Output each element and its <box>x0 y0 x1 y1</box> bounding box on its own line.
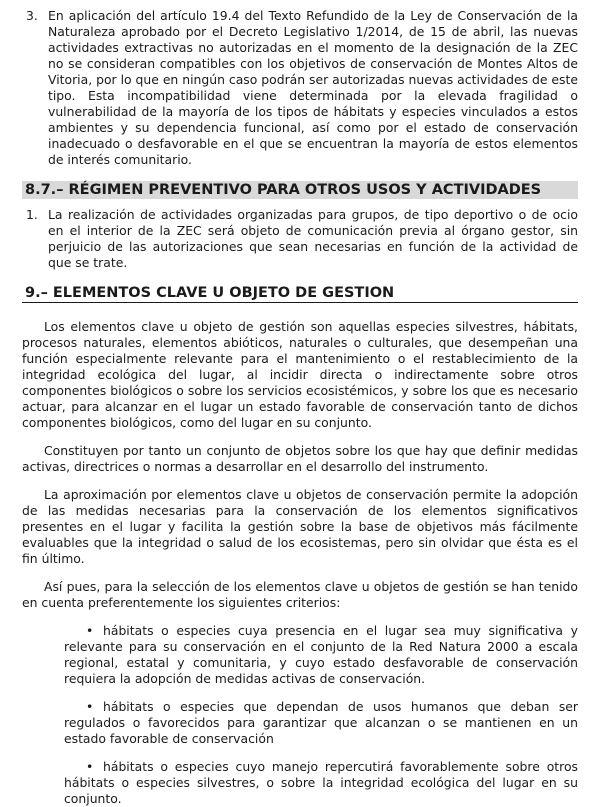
bullet-icon: • <box>86 623 94 638</box>
section-heading-9: 9.– ELEMENTOS CLAVE U OBJETO DE GESTION <box>22 284 578 303</box>
paragraph-definition: Los elementos clave u objeto de gestión son aquellas especies silvestres, hábitats, procesos naturales, elementos abióticos, naturales o culturales, que desempeñan una función especialmente relevante para el mantenimiento o el restablecimiento de la integridad ecológica del lugar, al incidir directa o indirectamente sobre otros componentes biológicos o sobre los servicios ecosistémicos, y sobre los que es necesario actuar, para alcanzar en el lugar un estado favorable de conservación tanto de dichos componentes biológicos, como del lugar en su conjunto. <box>22 319 578 430</box>
bullet-icon: • <box>86 699 94 714</box>
item-text: En aplicación del artículo 19.4 del Texto Refundido de la Ley de Conservación de la Naturaleza aprobado por el Decreto Legislativo 1/2014, de 15 de abril, las nuevas actividades extractivas no autorizadas en el momento de la designación de la ZEC no se consideran compatibles con los objetivos de conservación de Montes Altos de Vitoria, por lo que en ningún caso podrán ser autorizadas nuevas actividades de este tipo. Esta incompatibilidad viene determinada por la elevada fragilidad o vulnerabilidad de la mayoría de los tipos de hábitats y especies vinculados a estos ambientes y su dependencia funcional, así como por el estado de conservación inadecuado o desfavorable en el que se encuentran la mayoría de estos elementos de interés comunitario. <box>48 8 578 167</box>
criteria-bullet-2 <box>64 699 578 747</box>
bullet-text: hábitats o especies que dependan de usos humanos que deban ser regulados o favorecidos para garantizar que alcanzan o se mantienen en un estado favorable de conservación <box>64 699 578 746</box>
item-number: 1. <box>26 207 38 222</box>
item-text: La realización de actividades organizadas para grupos, de tipo deportivo o de ocio en el interior de la ZEC será objeto de comunicación previa al órgano gestor, sin perjuicio de las autorizaciones que sean necesarias en función de la actividad de que se trate. <box>48 207 578 270</box>
item-number: 3. <box>26 8 38 23</box>
bullet-text: hábitats o especies cuya presencia en el lugar sea muy significativa y relevante para su conservación en el conjunto de la Red Natura 2000 a escala regional, estatal y comunitaria, y cuyo estado desfavorable de conservación requiera la adopción de medidas activas de conservación. <box>64 623 578 686</box>
bullet-icon: • <box>86 759 94 774</box>
paragraph-aproximacion: La aproximación por elementos clave u objetos de conservación permite la adopción de las medidas necesarias para la conservación de los elementos significativos presentes en el lugar y facilita la gestión sobre la base de objetivos más fácilmente evaluables que la integridad o salud de los ecosistemas, pero sin olvidar que ésta es el fin último. <box>22 487 578 566</box>
paragraph-criterios-intro: Así pues, para la selección de los elementos clave u objetos de gestión se han tenido en cuenta preferentemente los siguientes criterios: <box>22 579 578 610</box>
criteria-bullet-1 <box>64 623 578 687</box>
numbered-item-1 <box>22 207 578 271</box>
paragraph-constituyen: Constituyen por tanto un conjunto de objetos sobre los que hay que definir medidas activas, directrices o normas a desarrollar en el desarrollo del instrumento. <box>22 443 578 474</box>
numbered-item-3 <box>22 8 578 168</box>
section-heading-8-7: 8.7.– RÉGIMEN PREVENTIVO PARA OTROS USOS Y ACTIVIDADES <box>22 181 578 199</box>
bullet-text: hábitats o especies cuyo manejo repercutirá favorablemente sobre otros hábitats o especies silvestres, o sobre la integridad ecológica del lugar en su conjunto. <box>64 759 578 806</box>
criteria-bullet-3 <box>64 759 578 807</box>
